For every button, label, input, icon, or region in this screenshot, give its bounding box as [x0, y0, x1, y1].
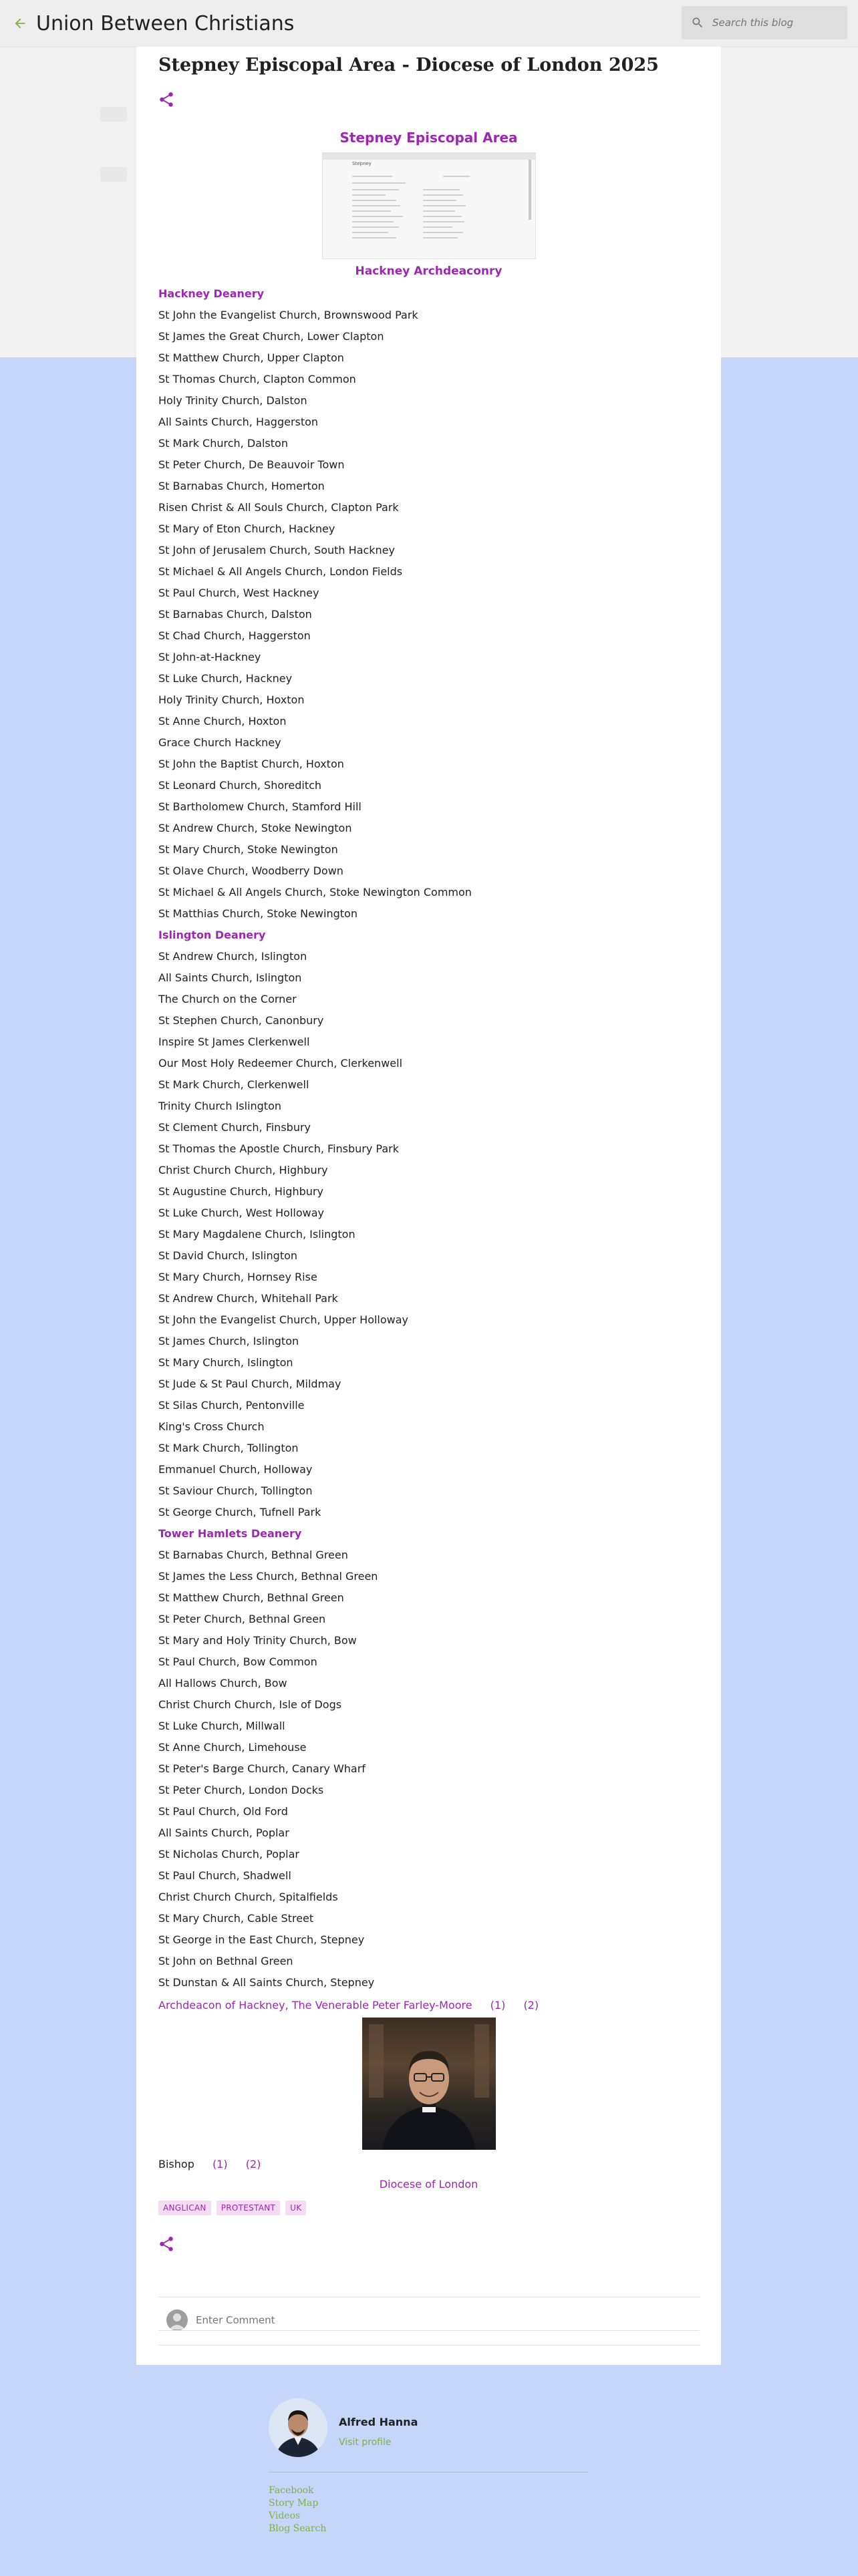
profile-avatar[interactable] — [269, 2398, 327, 2457]
church-list-item: St John-at-Hackney — [158, 651, 261, 663]
church-list-item: St Andrew Church, Islington — [158, 950, 307, 963]
church-list-item: St Paul Church, Old Ford — [158, 1805, 288, 1818]
church-list-item: St John on Bethnal Green — [158, 1955, 293, 1967]
label-chip[interactable]: PROTESTANT — [217, 2201, 280, 2215]
church-list-item: St Mark Church, Clerkenwell — [158, 1078, 309, 1091]
arrow-left-icon — [13, 16, 27, 31]
footer-link-videos[interactable]: Videos — [269, 2511, 301, 2521]
church-list-item: Christ Church Church, Spitalfields — [158, 1891, 338, 1903]
church-list-item: All Hallows Church, Bow — [158, 1677, 287, 1689]
church-list-item: Christ Church Church, Highbury — [158, 1164, 328, 1176]
church-list-item: St Andrew Church, Stoke Newington — [158, 822, 352, 834]
archdeacon-ref-link-2[interactable]: (2) — [523, 1999, 539, 2011]
comment-input[interactable] — [194, 2313, 678, 2327]
profile-name[interactable]: Alfred Hanna — [339, 2416, 418, 2428]
archdeacon-link[interactable]: Archdeacon of Hackney, The Venerable Peter Farley-Moore — [158, 1999, 472, 2011]
church-list-item: The Church on the Corner — [158, 993, 297, 1005]
church-list-item: St Luke Church, Millwall — [158, 1720, 285, 1732]
share-icon-bottom[interactable] — [158, 2235, 175, 2253]
church-list-item: St Stephen Church, Canonbury — [158, 1014, 324, 1027]
church-list-item: St Mary Church, Islington — [158, 1356, 293, 1369]
bishop-ref-link-2[interactable]: (2) — [245, 2158, 261, 2170]
church-list-item: St Jude & St Paul Church, Mildmay — [158, 1378, 341, 1390]
comments-divider-mid — [158, 2330, 700, 2331]
church-list-item: St Mary Church, Hornsey Rise — [158, 1271, 317, 1283]
label-chip[interactable]: UK — [285, 2201, 306, 2215]
church-list-item: St Paul Church, West Hackney — [158, 587, 319, 599]
church-list-item: St Peter Church, Bethnal Green — [158, 1613, 326, 1625]
church-list-item: St Luke Church, West Holloway — [158, 1206, 324, 1219]
archdeacon-photo[interactable] — [362, 2018, 496, 2150]
church-list-item: St Andrew Church, Whitehall Park — [158, 1292, 338, 1305]
bishop-row — [158, 2158, 261, 2171]
label-chip[interactable]: ANGLICAN — [158, 2201, 211, 2215]
church-list-item: St George in the East Church, Stepney — [158, 1933, 365, 1946]
profile-portrait — [269, 2398, 327, 2457]
church-list-item: St Leonard Church, Shoreditch — [158, 779, 322, 792]
church-list-item: St James the Less Church, Bethnal Green — [158, 1570, 378, 1583]
app-header — [0, 0, 858, 47]
church-list-item: St David Church, Islington — [158, 1249, 298, 1262]
church-list-item: St Michael & All Angels Church, Stoke Newington Common — [158, 886, 472, 899]
visit-profile-link[interactable]: Visit profile — [339, 2437, 392, 2448]
archdeaconry-link[interactable]: Hackney Archdeaconry — [355, 265, 503, 278]
church-list-item: St Paul Church, Bow Common — [158, 1655, 317, 1668]
search-icon[interactable] — [691, 16, 704, 29]
thumbnail-lines — [323, 153, 535, 259]
sidebar-placeholder — [100, 107, 127, 122]
church-list-item: St Barnabas Church, Bethnal Green — [158, 1549, 348, 1561]
church-list-item: St Mary and Holy Trinity Church, Bow — [158, 1634, 357, 1647]
section-heading-link[interactable]: Stepney Episcopal Area — [339, 130, 518, 146]
deanery-heading[interactable]: Tower Hamlets Deanery — [158, 1527, 302, 1540]
church-list-item: St Paul Church, Shadwell — [158, 1869, 291, 1882]
deanery-heading[interactable]: Hackney Deanery — [158, 287, 265, 300]
footer-link-blog-search[interactable]: Blog Search — [269, 2523, 327, 2534]
bishop-label: Bishop — [158, 2158, 194, 2170]
post-title: Stepney Episcopal Area - Diocese of London 2025 — [158, 55, 659, 75]
church-list-item: All Saints Church, Poplar — [158, 1826, 289, 1839]
church-list-item: All Saints Church, Islington — [158, 971, 302, 984]
church-list-item: St Matthias Church, Stoke Newington — [158, 907, 358, 920]
footer-link-story-map[interactable]: Story Map — [269, 2498, 319, 2509]
church-list-item: St Matthew Church, Bethnal Green — [158, 1591, 344, 1604]
church-list-item: St Matthew Church, Upper Clapton — [158, 351, 344, 364]
church-list-item: St Saviour Church, Tollington — [158, 1484, 313, 1497]
church-list-item: Inspire St James Clerkenwell — [158, 1035, 310, 1048]
church-list-item: St Olave Church, Woodberry Down — [158, 864, 343, 877]
church-list-item: Risen Christ & All Souls Church, Clapton Park — [158, 501, 399, 514]
comments-divider-bottom — [158, 2345, 700, 2346]
church-list-item: St Peter Church, De Beauvoir Town — [158, 458, 345, 471]
church-list-item: St Clement Church, Finsbury — [158, 1121, 311, 1134]
church-list-item: St John the Evangelist Church, Upper Holloway — [158, 1313, 409, 1326]
church-list-item: St Peter Church, London Docks — [158, 1784, 324, 1796]
church-list-item: Our Most Holy Redeemer Church, Clerkenwell — [158, 1057, 403, 1070]
church-list-item: St Michael & All Angels Church, London Fields — [158, 565, 403, 578]
church-list-item: St Peter's Barge Church, Canary Wharf — [158, 1762, 366, 1775]
church-list-item: St Mark Church, Tollington — [158, 1442, 299, 1454]
church-list-item: St John the Evangelist Church, Brownswood Park — [158, 309, 418, 321]
church-list-item: St Barnabas Church, Dalston — [158, 608, 312, 621]
deanery-heading[interactable]: Islington Deanery — [158, 929, 266, 941]
church-list-item: St James Church, Islington — [158, 1335, 299, 1347]
church-list-item: Holy Trinity Church, Hoxton — [158, 693, 305, 706]
church-list-item: Holy Trinity Church, Dalston — [158, 394, 307, 407]
church-list-item: St Thomas Church, Clapton Common — [158, 373, 356, 385]
church-list-item: Grace Church Hackney — [158, 736, 281, 749]
search-input[interactable] — [711, 16, 841, 29]
church-list-item: St Chad Church, Haggerston — [158, 629, 311, 642]
thumbnail-label: Stepney — [352, 161, 372, 166]
church-list-item: St Mary Church, Cable Street — [158, 1912, 314, 1925]
church-list-item: St Dunstan & All Saints Church, Stepney — [158, 1976, 375, 1989]
church-list-item: Emmanuel Church, Holloway — [158, 1463, 313, 1476]
post-card — [136, 47, 721, 2365]
bishop-ref-link-1[interactable]: (1) — [212, 2158, 228, 2170]
church-list-item: St Nicholas Church, Poplar — [158, 1848, 299, 1861]
comment-box[interactable] — [158, 2307, 700, 2333]
share-icon[interactable] — [158, 91, 175, 108]
archdeacon-ref-link-1[interactable]: (1) — [490, 1999, 506, 2011]
church-list-item: St Luke Church, Hackney — [158, 672, 293, 685]
diocese-link[interactable]: Diocese of London — [379, 2178, 478, 2191]
post-labels — [158, 2201, 306, 2215]
sidebar-placeholder — [100, 167, 127, 182]
church-list-item: St George Church, Tufnell Park — [158, 1506, 321, 1518]
comment-avatar-icon — [166, 2309, 188, 2331]
blog-title[interactable]: Union Between Christians — [36, 11, 295, 35]
church-list-item: St Anne Church, Hoxton — [158, 715, 287, 728]
church-list-item: St Mary of Eton Church, Hackney — [158, 522, 335, 535]
portrait-illustration — [362, 2018, 496, 2150]
church-list-item: St Silas Church, Pentonville — [158, 1399, 305, 1412]
church-list-item: St Bartholomew Church, Stamford Hill — [158, 800, 362, 813]
back-button[interactable] — [9, 13, 31, 34]
church-list-item: Trinity Church Islington — [158, 1100, 282, 1112]
church-list-item: Christ Church Church, Isle of Dogs — [158, 1698, 342, 1711]
church-list-item: St Mark Church, Dalston — [158, 437, 288, 450]
church-list-item: All Saints Church, Haggerston — [158, 416, 319, 428]
church-list-item: St James the Great Church, Lower Clapton — [158, 330, 384, 343]
search-box[interactable] — [682, 6, 847, 39]
church-list-item: St Augustine Church, Highbury — [158, 1185, 323, 1198]
church-list-item: St John the Baptist Church, Hoxton — [158, 758, 344, 770]
church-list-item: St Thomas the Apostle Church, Finsbury Park — [158, 1142, 400, 1155]
church-list-item: St John of Jerusalem Church, South Hackney — [158, 544, 396, 556]
church-list-item: St Mary Magdalene Church, Islington — [158, 1228, 355, 1241]
diocese-map-thumbnail[interactable] — [322, 152, 536, 259]
church-list-item: St Mary Church, Stoke Newington — [158, 843, 338, 856]
archdeacon-row — [158, 1999, 539, 2012]
church-list-item: St Anne Church, Limehouse — [158, 1741, 307, 1754]
church-list-item: King's Cross Church — [158, 1420, 265, 1433]
church-list-item: St Barnabas Church, Homerton — [158, 480, 325, 492]
footer-link-facebook[interactable]: Facebook — [269, 2485, 314, 2496]
